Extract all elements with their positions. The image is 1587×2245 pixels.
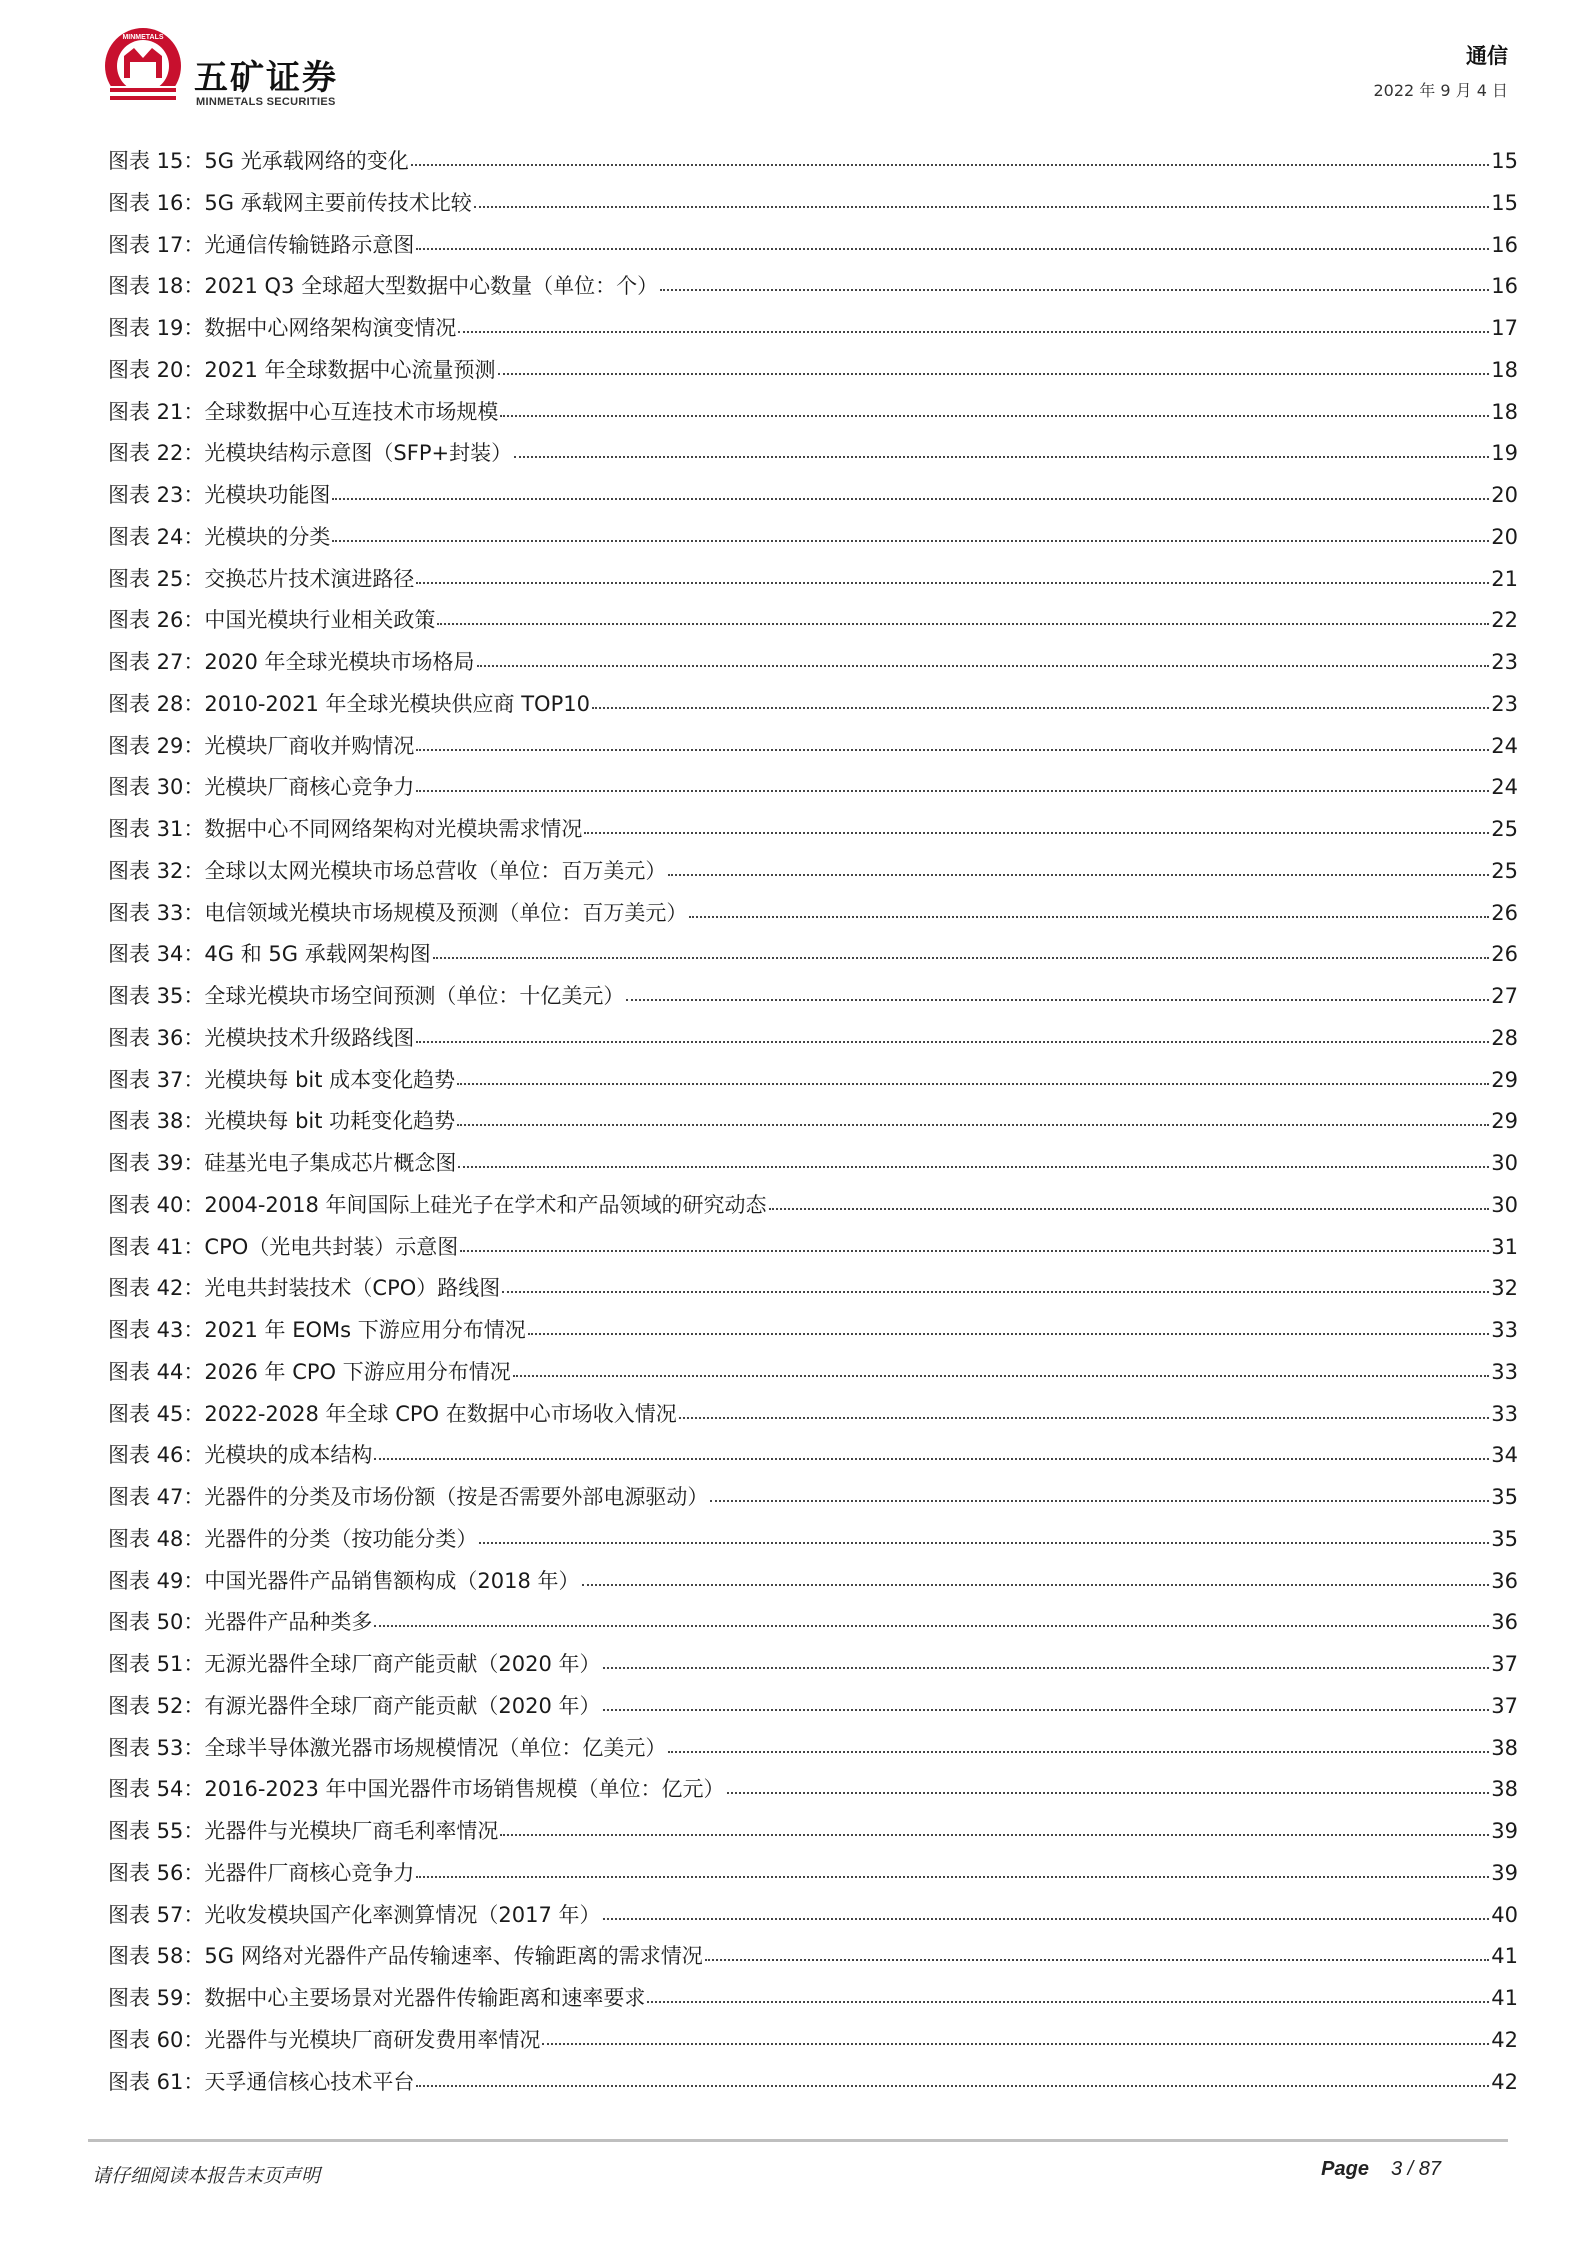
toc-entry[interactable] (108, 726, 1518, 768)
logo-ring-text: MINMETALS (122, 34, 164, 41)
toc-entry-page: 39 (1491, 1819, 1518, 1843)
toc-entry-title: 全球光模块市场空间预测（单位：十亿美元） (204, 984, 625, 1008)
toc-entry[interactable] (108, 1728, 1518, 1770)
toc-entry-page: 25 (1491, 858, 1518, 883)
toc-leader-dots (460, 1249, 1489, 1252)
toc-entry-title: 光模块的分类 (204, 524, 331, 549)
toc-entry-label: 图表 61： (108, 2069, 205, 2094)
toc-entry-page: 15 (1491, 190, 1518, 215)
toc-leader-dots (500, 414, 1489, 417)
toc-leader-dots (542, 2042, 1489, 2045)
toc-leader-dots (727, 1791, 1490, 1794)
toc-entry[interactable] (108, 1811, 1518, 1853)
toc-entry-page: 16 (1491, 232, 1518, 257)
toc-entry[interactable] (108, 1268, 1518, 1310)
toc-leader-dots (416, 247, 1489, 250)
toc-entry-label: 图表 52： (108, 1693, 205, 1718)
toc-entry-title: 2004-2018 年间国际上硅光子在学术和产品领域的研究动态 (204, 1192, 767, 1217)
toc-entry[interactable] (108, 475, 1518, 517)
toc-entry-title: 光模块的成本结构 (204, 1443, 373, 1468)
figure-list (108, 141, 1518, 2103)
toc-entry-title: 天孚通信核心技术平台 (204, 2069, 415, 2094)
toc-leader-dots (710, 1499, 1489, 1502)
toc-entry[interactable] (108, 392, 1518, 434)
toc-leader-dots (416, 748, 1489, 751)
toc-entry-page: 29 (1491, 1067, 1518, 1092)
toc-entry[interactable] (108, 1477, 1518, 1519)
toc-entry[interactable] (108, 1519, 1518, 1561)
toc-entry-label: 图表 33： (108, 900, 205, 925)
toc-leader-dots (689, 915, 1489, 918)
toc-entry-label: 图表 34： (108, 942, 205, 967)
toc-entry-title: 2021 年全球数据中心流量预测 (204, 357, 496, 382)
toc-entry[interactable] (108, 350, 1518, 392)
toc-entry-label: 图表 43： (108, 1318, 205, 1342)
toc-entry[interactable] (108, 2062, 1518, 2104)
toc-entry-label: 图表 58： (108, 1944, 205, 1969)
toc-entry-page: 23 (1491, 650, 1518, 674)
toc-entry-page: 26 (1491, 900, 1518, 925)
toc-leader-dots (513, 1374, 1490, 1377)
toc-entry-title: CPO（光电共封装）示意图 (204, 1234, 459, 1259)
toc-entry-label: 图表 41： (108, 1234, 205, 1259)
report-date: 2022 年 9 月 4 日 (1373, 81, 1508, 100)
toc-entry-page: 18 (1491, 357, 1518, 382)
company-name-cn: 五矿证券 (194, 58, 338, 98)
toc-leader-dots (592, 706, 1489, 709)
toc-leader-dots (500, 1833, 1489, 1836)
toc-entry-page: 32 (1491, 1276, 1518, 1301)
toc-leader-dots (660, 288, 1489, 291)
toc-entry-title: 5G 承载网主要前传技术比较 (204, 190, 472, 215)
toc-entry-page: 41 (1491, 1986, 1518, 2010)
toc-entry[interactable] (108, 183, 1518, 225)
toc-entry-page: 24 (1491, 733, 1518, 758)
toc-entry-page: 20 (1491, 483, 1518, 507)
toc-leader-dots (416, 789, 1489, 792)
toc-entry-page: 33 (1491, 1401, 1518, 1426)
toc-entry-label: 图表 32： (108, 858, 205, 883)
toc-entry-title: 数据中心不同网络架构对光模块需求情况 (204, 817, 583, 841)
toc-entry-label: 图表 15： (108, 149, 205, 173)
toc-leader-dots (457, 1082, 1489, 1085)
toc-entry-page: 23 (1491, 691, 1518, 716)
toc-entry-title: 光模块每 bit 功耗变化趋势 (204, 1109, 456, 1134)
toc-entry-title: 光通信传输链路示意图 (204, 232, 415, 257)
toc-entry[interactable] (108, 642, 1518, 684)
toc-leader-dots (416, 581, 1489, 584)
toc-entry-page: 38 (1491, 1777, 1518, 1802)
page-word: Page (1321, 2158, 1369, 2180)
toc-entry[interactable] (108, 684, 1518, 726)
toc-entry-label: 图表 23： (108, 483, 205, 507)
toc-entry-page: 21 (1491, 566, 1518, 591)
toc-entry[interactable] (108, 1018, 1518, 1060)
toc-entry[interactable] (108, 141, 1518, 183)
toc-entry-label: 图表 35： (108, 984, 205, 1008)
toc-entry[interactable] (108, 767, 1518, 809)
toc-entry-label: 图表 49： (108, 1568, 205, 1593)
toc-entry[interactable] (108, 266, 1518, 308)
toc-entry[interactable] (108, 1644, 1518, 1686)
toc-entry[interactable] (108, 225, 1518, 267)
toc-entry[interactable] (108, 976, 1518, 1018)
toc-entry[interactable] (108, 1435, 1518, 1477)
toc-entry-title: 光器件厂商核心竞争力 (204, 1860, 415, 1885)
toc-entry-label: 图表 22： (108, 441, 205, 466)
toc-entry-page: 42 (1491, 2069, 1518, 2094)
toc-leader-dots (332, 497, 1489, 500)
toc-leader-dots (416, 1040, 1489, 1043)
toc-entry-page: 27 (1491, 984, 1518, 1008)
toc-leader-dots (514, 455, 1489, 458)
toc-entry-label: 图表 56： (108, 1860, 205, 1885)
toc-entry[interactable] (108, 934, 1518, 976)
toc-entry-label: 图表 48： (108, 1526, 205, 1551)
toc-entry-title: 交换芯片技术演进路径 (204, 566, 415, 591)
page-indicator (1321, 2158, 1441, 2181)
toc-entry[interactable] (108, 1310, 1518, 1352)
toc-entry-label: 图表 18： (108, 274, 205, 299)
toc-entry-label: 图表 50： (108, 1610, 205, 1635)
toc-entry-page: 41 (1491, 1944, 1518, 1969)
toc-leader-dots (668, 873, 1489, 876)
toc-leader-dots (433, 956, 1490, 959)
toc-entry-title: 光器件与光模块厂商毛利率情况 (204, 1819, 499, 1843)
toc-entry-label: 图表 36： (108, 1025, 205, 1050)
toc-entry-page: 35 (1491, 1485, 1518, 1509)
toc-entry-label: 图表 44： (108, 1359, 205, 1384)
toc-entry[interactable] (108, 1060, 1518, 1102)
toc-entry-label: 图表 57： (108, 1902, 205, 1927)
toc-entry-label: 图表 60： (108, 2027, 205, 2052)
toc-entry-page: 35 (1491, 1526, 1518, 1551)
toc-entry-page: 34 (1491, 1443, 1518, 1468)
toc-entry-label: 图表 59： (108, 1986, 205, 2010)
toc-entry-page: 18 (1491, 399, 1518, 424)
toc-entry[interactable] (108, 1978, 1518, 2020)
toc-entry-label: 图表 20： (108, 357, 205, 382)
toc-entry-page: 38 (1491, 1735, 1518, 1760)
toc-entry-label: 图表 24： (108, 524, 205, 549)
toc-leader-dots (668, 1750, 1489, 1753)
toc-entry-label: 图表 16： (108, 190, 205, 215)
toc-entry-title: 无源光器件全球厂商产能贡献（2020 年） (204, 1652, 601, 1676)
toc-entry-page: 28 (1491, 1025, 1518, 1050)
page-number: 3 / 87 (1390, 2158, 1441, 2180)
toc-entry-page: 24 (1491, 775, 1518, 800)
toc-entry-title: 2010-2021 年全球光模块供应商 TOP10 (204, 691, 590, 716)
toc-entry-page: 40 (1491, 1902, 1518, 1927)
toc-entry-label: 图表 40： (108, 1192, 205, 1217)
toc-leader-dots (498, 372, 1490, 375)
toc-leader-dots (437, 622, 1489, 625)
toc-entry[interactable] (108, 308, 1518, 350)
toc-entry-title: 光模块每 bit 成本变化趋势 (204, 1067, 456, 1092)
toc-leader-dots (458, 330, 1489, 333)
toc-leader-dots (332, 539, 1489, 542)
toc-entry-label: 图表 30： (108, 775, 205, 800)
footer-divider (88, 2139, 1508, 2142)
toc-entry[interactable] (108, 809, 1518, 851)
toc-leader-dots (474, 205, 1490, 208)
toc-entry-label: 图表 21： (108, 399, 205, 424)
toc-entry-title: 全球半导体激光器市场规模情况（单位：亿美元） (204, 1735, 667, 1760)
toc-entry-title: 光器件产品种类多 (204, 1610, 373, 1635)
toc-entry-title: 数据中心网络架构演变情况 (204, 316, 457, 340)
toc-entry-title: 2026 年 CPO 下游应用分布情况 (204, 1359, 511, 1384)
toc-entry-label: 图表 28： (108, 691, 205, 716)
toc-entry-title: 2016-2023 年中国光器件市场销售规模（单位：亿元） (204, 1777, 725, 1802)
toc-entry-label: 图表 26： (108, 608, 205, 633)
toc-entry[interactable] (108, 1936, 1518, 1978)
toc-leader-dots (502, 1290, 1489, 1293)
toc-entry[interactable] (108, 1185, 1518, 1227)
toc-entry-page: 29 (1491, 1109, 1518, 1134)
toc-entry-page: 39 (1491, 1860, 1518, 1885)
toc-entry-page: 22 (1491, 608, 1518, 633)
toc-entry-label: 图表 42： (108, 1276, 205, 1301)
toc-entry-title: 光器件的分类及市场份额（按是否需要外部电源驱动） (204, 1485, 709, 1509)
toc-entry[interactable] (108, 1561, 1518, 1603)
toc-entry-title: 全球数据中心互连技术市场规模 (204, 399, 499, 424)
toc-leader-dots (374, 1457, 1489, 1460)
toc-leader-dots (411, 163, 1490, 166)
toc-entry[interactable] (108, 1602, 1518, 1644)
toc-entry-title: 4G 和 5G 承载网架构图 (204, 942, 431, 967)
toc-entry-page: 16 (1491, 274, 1518, 299)
toc-entry[interactable] (108, 1352, 1518, 1394)
toc-entry-page: 17 (1491, 316, 1518, 340)
toc-leader-dots (416, 2084, 1489, 2087)
toc-entry-label: 图表 31： (108, 817, 205, 841)
section-title: 通信 (1466, 44, 1508, 68)
company-name-en: MINMETALS SECURITIES (196, 96, 336, 108)
toc-entry-label: 图表 55： (108, 1819, 205, 1843)
toc-entry[interactable] (108, 1227, 1518, 1269)
toc-leader-dots (679, 1416, 1490, 1419)
toc-entry-title: 2020 年全球光模块市场格局 (204, 650, 475, 674)
toc-leader-dots (769, 1207, 1490, 1210)
toc-entry-title: 2021 Q3 全球超大型数据中心数量（单位：个） (204, 274, 659, 299)
toc-entry-label: 图表 53： (108, 1735, 205, 1760)
toc-entry-label: 图表 27： (108, 650, 205, 674)
toc-entry-page: 26 (1491, 942, 1518, 967)
toc-entry-label: 图表 47： (108, 1485, 205, 1509)
toc-entry-label: 图表 46： (108, 1443, 205, 1468)
toc-leader-dots (479, 1541, 1489, 1544)
toc-entry-label: 图表 39： (108, 1151, 205, 1175)
toc-entry[interactable] (108, 433, 1518, 475)
toc-entry[interactable] (108, 893, 1518, 935)
toc-entry-label: 图表 54： (108, 1777, 205, 1802)
toc-leader-dots (374, 1624, 1489, 1627)
toc-leader-dots (528, 1332, 1490, 1335)
toc-entry-title: 2022-2028 年全球 CPO 在数据中心市场收入情况 (204, 1401, 677, 1426)
toc-entry-label: 图表 45： (108, 1401, 205, 1426)
toc-leader-dots (626, 998, 1489, 1001)
toc-entry-title: 2021 年 EOMs 下游应用分布情况 (204, 1318, 526, 1342)
toc-leader-dots (603, 1666, 1490, 1669)
toc-entry-title: 光模块结构示意图（SFP+封装） (204, 441, 513, 466)
toc-entry[interactable] (108, 1895, 1518, 1937)
toc-entry-page: 30 (1491, 1192, 1518, 1217)
toc-entry-page: 15 (1491, 149, 1518, 173)
toc-entry-title: 光模块功能图 (204, 483, 331, 507)
toc-entry-title: 光器件与光模块厂商研发费用率情况 (204, 2027, 541, 2052)
toc-entry-title: 中国光模块行业相关政策 (204, 608, 436, 633)
toc-leader-dots (705, 1958, 1490, 1961)
toc-entry-title: 光器件的分类（按功能分类） (204, 1526, 478, 1551)
toc-entry-label: 图表 38： (108, 1109, 205, 1134)
toc-entry-page: 42 (1491, 2027, 1518, 2052)
toc-entry-page: 33 (1491, 1318, 1518, 1342)
toc-entry-page: 37 (1491, 1693, 1518, 1718)
toc-entry[interactable] (108, 1101, 1518, 1143)
footer-disclaimer: 请仔细阅读本报告末页声明 (92, 2165, 321, 2187)
toc-entry-title: 电信领域光模块市场规模及预测（单位：百万美元） (204, 900, 688, 925)
toc-entry-title: 硅基光电子集成芯片概念图 (204, 1151, 457, 1175)
toc-entry-label: 图表 37： (108, 1067, 205, 1092)
toc-leader-dots (416, 1875, 1489, 1878)
toc-entry-title: 5G 光承载网络的变化 (204, 149, 409, 173)
toc-entry-page: 20 (1491, 524, 1518, 549)
toc-entry[interactable] (108, 600, 1518, 642)
toc-entry-title: 光模块厂商收并购情况 (204, 733, 415, 758)
toc-entry-label: 图表 29： (108, 733, 205, 758)
toc-entry[interactable] (108, 2020, 1518, 2062)
toc-entry-title: 5G 网络对光器件产品传输速率、传输距离的需求情况 (204, 1944, 703, 1969)
minmetals-logo-icon (100, 26, 186, 112)
toc-entry-title: 中国光器件产品销售额构成（2018 年） (204, 1568, 580, 1593)
toc-entry-title: 有源光器件全球厂商产能贡献（2020 年） (204, 1693, 601, 1718)
toc-entry[interactable] (108, 517, 1518, 559)
toc-entry-page: 31 (1491, 1234, 1518, 1259)
toc-entry-page: 19 (1491, 441, 1518, 466)
toc-entry[interactable] (108, 1686, 1518, 1728)
toc-entry-label: 图表 17： (108, 232, 205, 257)
toc-leader-dots (584, 831, 1489, 834)
toc-entry-title: 光电共封装技术（CPO）路线图 (204, 1276, 501, 1301)
toc-entry-label: 图表 51： (108, 1652, 205, 1676)
toc-entry-label: 图表 25： (108, 566, 205, 591)
toc-entry[interactable] (108, 559, 1518, 601)
toc-leader-dots (458, 1165, 1489, 1168)
toc-entry-page: 36 (1491, 1568, 1518, 1593)
toc-entry[interactable] (108, 1394, 1518, 1436)
toc-leader-dots (457, 1123, 1489, 1126)
toc-entry[interactable] (108, 1769, 1518, 1811)
toc-leader-dots (582, 1583, 1490, 1586)
toc-entry-title: 光模块技术升级路线图 (204, 1025, 415, 1050)
toc-entry-page: 30 (1491, 1151, 1518, 1175)
toc-entry-page: 33 (1491, 1359, 1518, 1384)
toc-leader-dots (603, 1708, 1490, 1711)
toc-entry-title: 全球以太网光模块市场总营收（单位：百万美元） (204, 858, 667, 883)
toc-entry-title: 光模块厂商核心竞争力 (204, 775, 415, 800)
toc-entry-page: 36 (1491, 1610, 1518, 1635)
toc-entry-page: 25 (1491, 817, 1518, 841)
toc-leader-dots (603, 1917, 1490, 1920)
toc-entry-label: 图表 19： (108, 316, 205, 340)
toc-entry-title: 数据中心主要场景对光器件传输距离和速率要求 (204, 1986, 646, 2010)
toc-entry[interactable] (108, 851, 1518, 893)
toc-entry-page: 37 (1491, 1652, 1518, 1676)
toc-entry[interactable] (108, 1853, 1518, 1895)
toc-leader-dots (647, 2000, 1489, 2003)
toc-entry-title: 光收发模块国产化率测算情况（2017 年） (204, 1902, 601, 1927)
toc-leader-dots (477, 664, 1490, 667)
toc-entry[interactable] (108, 1143, 1518, 1185)
